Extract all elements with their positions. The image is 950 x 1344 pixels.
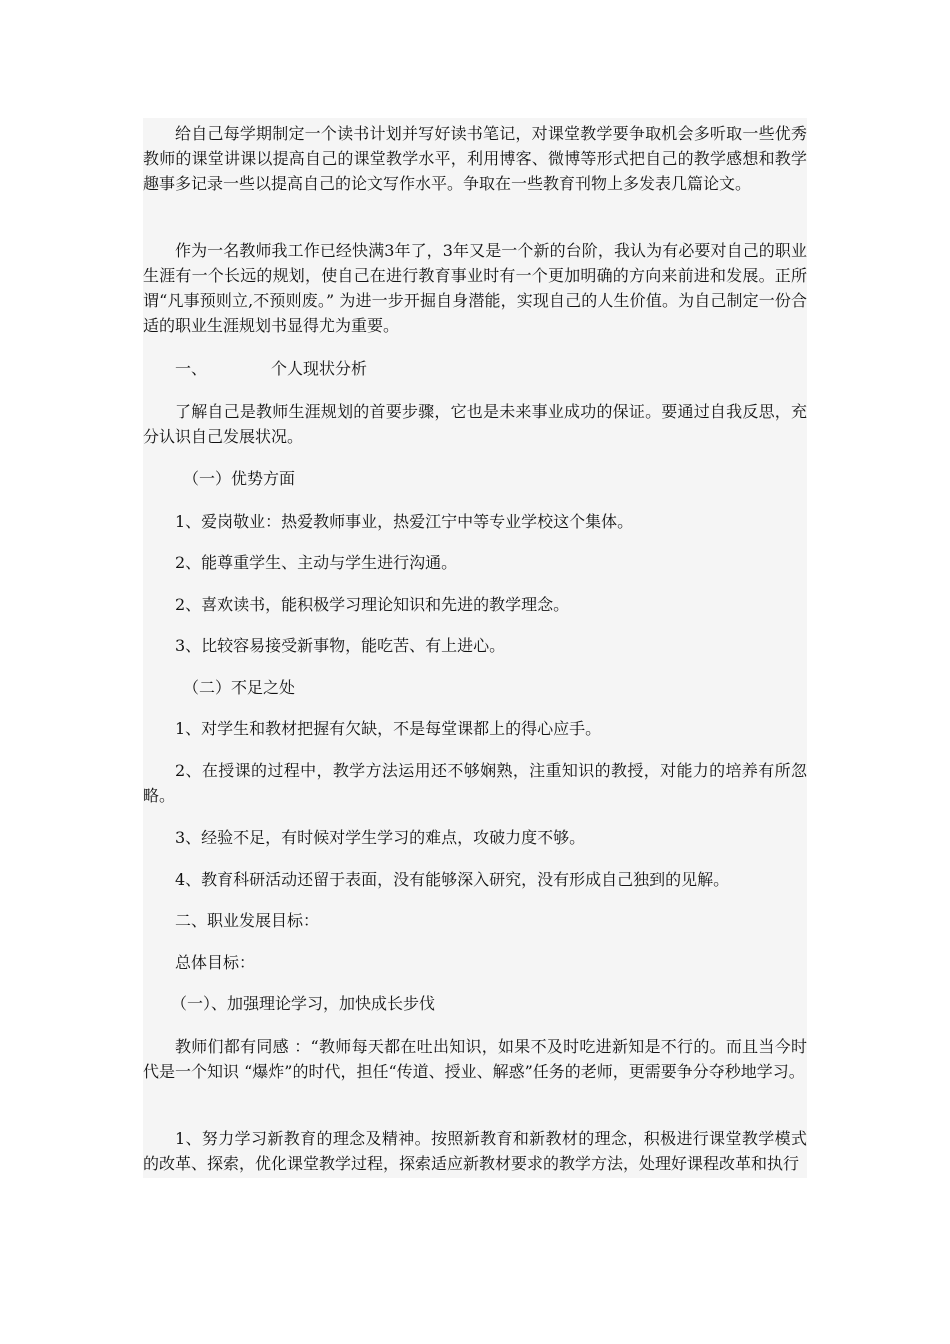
weakness-item: 1、对学生和教材把握有欠缺，不是每堂课都上的得心应手。 (175, 719, 602, 738)
weakness-item: 4、教育科研活动还留于表面，没有能够深入研究，没有形成自己独到的见解。 (175, 870, 730, 889)
goal-heading-1: （一）、加强理论学习，加快成长步伐 (171, 994, 436, 1013)
strength-item: 2、能尊重学生、主动与学生进行沟通。 (175, 553, 458, 572)
strengths-heading: （一）优势方面 (183, 469, 296, 488)
section-heading-1 (143, 356, 807, 381)
weakness-item: 3、经验不足，有时候对学生学习的难点，攻破力度不够。 (175, 828, 586, 847)
paragraph-career-intro: 作为一名教师我工作已经快满3年了，3年又是一个新的台阶，我认为有必要对自己的职业生涯有一个长远的规划，使自己在进行教育事业时有一个更加明确的方向来前进和发展。正所谓“凡事预则立,不预则废。” 为进一步开掘自身潜能，实现自己的人生价值。为自己制定一份合适的职业生涯规划书显得尤为重要。 (143, 241, 807, 335)
paragraph-reading-plan: 给自己每学期制定一个读书计划并写好读书笔记，对课堂教学要争取机会多听取一些优秀教师的课堂讲课以提高自己的课堂教学水平，利用博客、微博等形式把自己的教学感想和教学趣事多记录一些以提高自己的论文写作水平。争取在一些教育刊物上多发表几篇论文。 (143, 124, 807, 193)
strength-item: 1、爱岗敬业：热爱教师事业，热爱江宁中等专业学校这个集体。 (175, 512, 634, 531)
paragraph-self-knowledge: 了解自己是教师生涯规划的首要步骤，它也是未来事业成功的保证。要通过自我反思，充分认识自己发展状况。 (143, 402, 807, 446)
paragraph-new-education: 1、努力学习新教育的理念及精神。按照新教育和新教材的理念，积极进行课堂教学模式的改革、探索，优化课堂教学过程，探索适应新教材要求的教学方法，处理好课程改革和执行 (143, 1129, 807, 1173)
paragraph-learning: 教师们都有同感 ：“教师每天都在吐出知识，如果不及时吃进新知是不行的。而且当今时代是一个知识 “爆炸”的时代，担任“传道、授业、解惑”任务的老师，更需要争分夺秒地学习。 (143, 1037, 807, 1081)
section-number: 一、 (175, 359, 208, 378)
strength-item: 2、喜欢读书，能积极学习理论知识和先进的教学理念。 (175, 595, 570, 614)
overall-goal-label: 总体目标： (175, 953, 256, 972)
weakness-item: 2、在授课的过程中，教学方法运用还不够娴熟，注重知识的教授，对能力的培养有所忽略。 (143, 761, 807, 805)
strength-item: 3、比较容易接受新事物，能吃苦、有上进心。 (175, 636, 506, 655)
section-heading-2: 二、职业发展目标： (175, 911, 320, 930)
weaknesses-heading: （二）不足之处 (183, 678, 296, 697)
section-title: 个人现状分析 (271, 359, 368, 378)
